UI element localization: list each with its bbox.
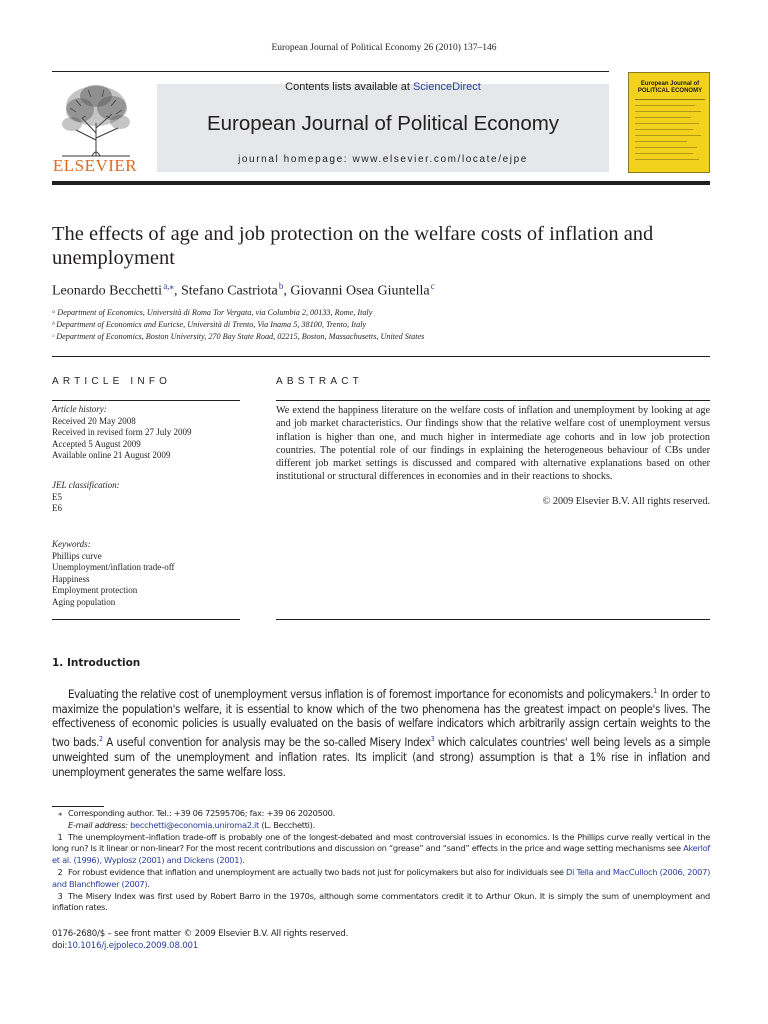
- sciencedirect-link[interactable]: ScienceDirect: [412, 81, 481, 93]
- doi-label: doi:: [52, 941, 68, 951]
- footnote-2: [52, 867, 710, 891]
- footnote-ref[interactable]: 3: [430, 735, 435, 744]
- author-name[interactable]: Giovanni Osea Giuntella: [290, 283, 430, 299]
- section-rule: [52, 356, 710, 357]
- author-name[interactable]: Leonardo Becchetti: [52, 283, 163, 299]
- cover-rule: [635, 111, 701, 112]
- keywords: [52, 539, 242, 609]
- section-heading-introduction: 1. Introduction: [52, 657, 141, 669]
- jel-label: JEL classification:: [52, 480, 120, 490]
- doi-link[interactable]: 10.1016/j.ejpoleco.2009.08.001: [67, 941, 199, 951]
- footnote-ref[interactable]: 2: [99, 735, 103, 744]
- footnote-corresponding: [52, 808, 710, 820]
- footnote-mark: ⁎: [58, 808, 62, 818]
- email-suffix: (L. Becchetti).: [259, 819, 315, 830]
- cover-rule: [635, 117, 691, 118]
- jel-classification: [52, 480, 242, 515]
- elsevier-wordmark: ELSEVIER: [52, 156, 138, 175]
- keywords-label: Keywords:: [52, 539, 91, 549]
- intro-text-segment: A useful convention for analysis may be the so-called Misery Index: [102, 735, 431, 749]
- abstract-heading: ABSTRACT: [276, 376, 363, 387]
- author-name[interactable]: Stefano Castriota: [180, 283, 278, 299]
- email-label: E-mail address:: [68, 819, 128, 830]
- footnote-email: [52, 820, 710, 832]
- citation-link[interactable]: Akerlof et al. (1996), Wyplosz (2001) and Dickens (2001): [52, 843, 710, 866]
- cover-rule: [635, 123, 699, 124]
- masthead-thick-rule: [52, 181, 710, 185]
- abstract-rule: [276, 400, 710, 401]
- journal-title: European Journal of Political Economy: [206, 112, 560, 135]
- journal-cover-thumbnail[interactable]: [628, 72, 710, 173]
- abstract-text: We extend the happiness literature on the welfare costs of inflation and unemployment by looking at age and job market characteristics. Our findings show that the relative welfare cost of unemployment versus inflation is higher than one, and much higher in intermediate age cohorts and in low job protection countries. The potential role of our findings in explaining the heterogeneous behaviour of CBs under different job market settings is discussed and compared with alternative explanations based on other institutional or structural differences in economies and in their reactions to shocks.: [276, 405, 710, 483]
- history-entry: Received 20 May 2008: [52, 415, 136, 426]
- affiliation: ᵇ Department of Economics and Euricse, Università di Trento, Via Inama 5, 38100, Trento, Italy: [52, 320, 367, 329]
- keyword: Unemployment/inflation trade-off: [52, 562, 175, 573]
- keyword: Happiness: [52, 573, 90, 584]
- abstract-copyright: © 2009 Elsevier B.V. All rights reserved.: [542, 496, 710, 507]
- cover-rule: [635, 141, 687, 142]
- keyword: Aging population: [52, 596, 116, 607]
- footnote-mark: 2: [57, 866, 63, 877]
- article-info-rule: [52, 400, 240, 401]
- history-entry: Received in revised form 27 July 2009: [52, 427, 192, 438]
- cover-rule: [635, 105, 695, 106]
- footnotes: [52, 808, 710, 914]
- jel-code: E6: [52, 503, 62, 514]
- intro-text-segment: which calculates countries' well being levels as a simple unweighted sum of the unemployment and inflation rates. Its implicit (and strong) assumption is that a 1% rise in inflation and unemployment generates the same welfare loss.: [52, 735, 711, 779]
- history-entry: Accepted 5 August 2009: [52, 438, 141, 449]
- citation-link[interactable]: Di Tella and MacCulloch (2006, 2007) and Blanchflower (2007): [52, 866, 711, 889]
- issn-line: 0176-2680/$ – see front matter © 2009 Elsevier B.V. All rights reserved.: [52, 929, 349, 939]
- author-list: Leonardo Becchetti $^{a,⁎}$, Stefano Castriota $^b$, Giovanni Osea Giuntella $^c$: [52, 281, 435, 299]
- footnote-ref[interactable]: 1: [653, 687, 657, 695]
- keyword: Phillips curve: [52, 550, 102, 561]
- cover-rule: [635, 153, 693, 154]
- keyword: Employment protection: [52, 585, 138, 596]
- cover-rule: [635, 135, 701, 136]
- journal-homepage[interactable]: journal homepage: www.elsevier.com/locate/ejpe: [238, 154, 528, 165]
- footnote-text: Corresponding author. Tel.: +39 06 72595706; fax: +39 06 2020500.: [68, 808, 335, 818]
- jel-code: E5: [52, 491, 62, 502]
- footnote-mark: 3: [57, 890, 63, 901]
- author-affiliation-mark[interactable]: a,⁎: [163, 281, 174, 291]
- affiliation: ᵃ Department of Economics, Università di Roma Tor Vergata, via Columbia 2, 00133, Rome, Italy: [52, 308, 373, 317]
- front-matter: [52, 928, 348, 952]
- footnote-end: .: [242, 855, 245, 866]
- footnote-1: [52, 832, 710, 867]
- author-affiliation-mark[interactable]: c: [430, 281, 435, 291]
- cover-rule: [635, 129, 693, 130]
- cover-rule: [635, 147, 697, 148]
- cover-rule: [635, 99, 705, 100]
- header-rule: [52, 71, 609, 72]
- footnote-text: The unemployment–inflation trade-off is probably one of the longest-debated and most controversial issues in economics. Is the Phillips curve really vertical in the long run? Is it linear or non-linear? For the most recent contributions and discussion on “grease” and “sand” effects in the price and wage setting mechanisms see: [52, 831, 710, 854]
- contents-prefix: Contents lists available at: [285, 81, 413, 93]
- intro-text-segment: In order to maximize the population's welfare, it is essential to know which of the two phenomena has the greatest impact on people's lives. The effectiveness of economic policies is usually evaluated on the basis of welfare indicators which arbitrarily assign certain weights to the two bads.: [52, 687, 710, 749]
- abstract-end-rule: [276, 619, 710, 620]
- footnote-3: [52, 891, 710, 915]
- history-entry: Available online 21 August 2009: [52, 450, 171, 461]
- footnote-end: .: [147, 878, 150, 889]
- intro-text-segment: Evaluating the relative cost of unemployment versus inflation is of foremost importance for economists and policymakers.: [68, 687, 654, 701]
- footnote-mark: 1: [57, 831, 63, 842]
- affiliation: ᶜ Department of Economics, Boston University, 270 Bay State Road, 02215, Boston, Massachusetts, United States: [52, 332, 425, 341]
- email-link[interactable]: becchetti@economia.uniroma2.it: [130, 819, 259, 830]
- article-info-end-rule: [52, 619, 240, 620]
- footnote-text: The Misery Index was first used by Robert Barro in the 1970s, although some commentators credit it to Arthur Okun. It is simply the sum of unemployment and inflation rates.: [52, 890, 710, 913]
- footnote-rule: [52, 806, 104, 807]
- cover-rule: [635, 159, 699, 160]
- author-affiliation-mark[interactable]: b: [278, 281, 284, 291]
- doi-line: [52, 940, 348, 952]
- footnote-text: For robust evidence that inflation and unemployment are actually two bads not just for policymakers but also for individuals see: [68, 866, 567, 877]
- article-title: The effects of age and job protection on the welfare costs of inflation and unemployment: [52, 223, 654, 269]
- cover-title: European Journal of POLITICAL ECONOMY: [637, 81, 703, 94]
- introduction-paragraph: [52, 684, 710, 780]
- history-label: Article history:: [52, 404, 107, 414]
- contents-available-line: [157, 81, 609, 93]
- article-info-heading: ARTICLE INFO: [52, 376, 172, 387]
- journal-reference: European Journal of Political Economy 26 (2010) 137–146: [271, 43, 497, 53]
- article-history: [52, 404, 242, 462]
